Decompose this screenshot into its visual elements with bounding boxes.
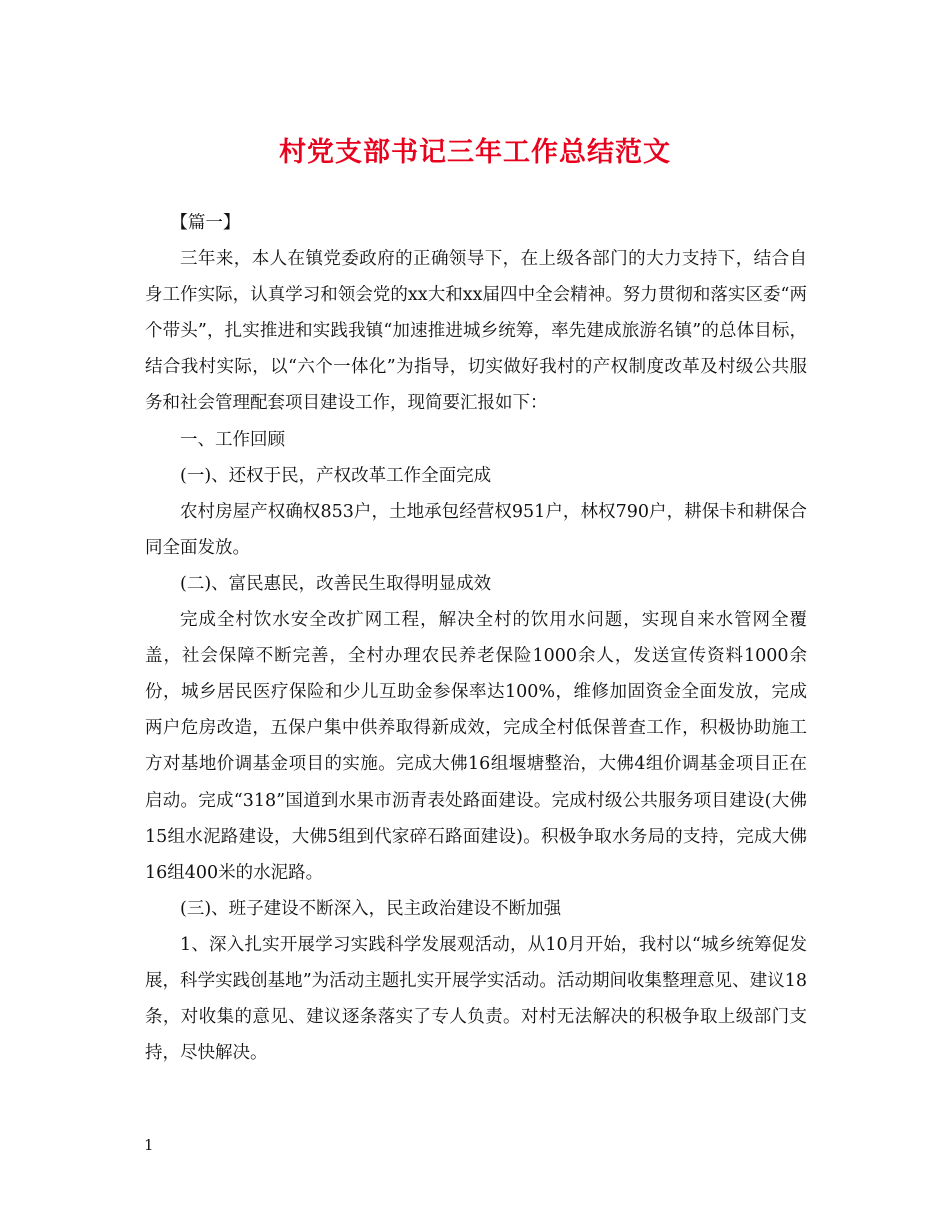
body-paragraph: 完成全村饮水安全改扩网工程，解决全村的饮用水问题，实现自来水管网全覆盖，社会保障不断完善，全村办理农民养老保险1000余人，发送宣传资料1000余份，城乡居民医疗保险和少儿互助金参保率达100%，维修加固资金全面发放，完成两户危房改造，五保户集中供养取得新成效，完成全村低保普查工作，积极协助施工方对基地价调基金项目的实施。完成大佛16组堰塘整治，大佛4组价调基金项目正在启动。完成“318”国道到水果市沥青表处路面建设。完成村级公共服务项目建设(大佛15组水泥路建设，大佛5组到代家碎石路面建设)。积极争取水务局的支持，完成大佛16组400米的水泥路。 (145, 610, 807, 883)
subsection-heading: (二)、富民惠民，改善民生取得明显成效 (180, 573, 492, 594)
document-title: 村党支部书记三年工作总结范文 (279, 137, 671, 168)
section-heading: 一、工作回顾 (180, 429, 285, 450)
body-paragraph: 农村房屋产权确权853户，土地承包经营权951户，林权790户，耕保卡和耕保合同全面发放。 (145, 501, 807, 558)
section-label: 【篇一】 (170, 213, 241, 233)
page-number: 1 (144, 1136, 154, 1154)
intro-paragraph: 三年来，本人在镇党委政府的正确领导下，在上级各部门的大力支持下，结合自身工作实际，认真学习和领会党的xx大和xx届四中全会精神。努力贯彻和落实区委“两个带头”，扎实推进和实践我镇“加速推进城乡统筹，率先建成旅游名镇”的总体目标，结合我村实际，以“六个一体化”为指导，切实做好我村的产权制度改革及村级公共服务和社会管理配套项目建设工作，现简要汇报如下： (145, 249, 807, 414)
subsection-heading: (一)、还权于民，产权改革工作全面完成 (180, 465, 492, 486)
subsection-heading: (三)、班子建设不断深入，民主政治建设不断加强 (180, 898, 562, 919)
document-body (145, 205, 807, 1071)
body-paragraph: 1、深入扎实开展学习实践科学发展观活动，从10月开始，我村以“城乡统筹促发展，科学实践创基地”为活动主题扎实开展学实活动。活动期间收集整理意见、建议18条，对收集的意见、建议逐条落实了专人负责。对村无法解决的积极争取上级部门支持，尽快解决。 (145, 934, 807, 1064)
